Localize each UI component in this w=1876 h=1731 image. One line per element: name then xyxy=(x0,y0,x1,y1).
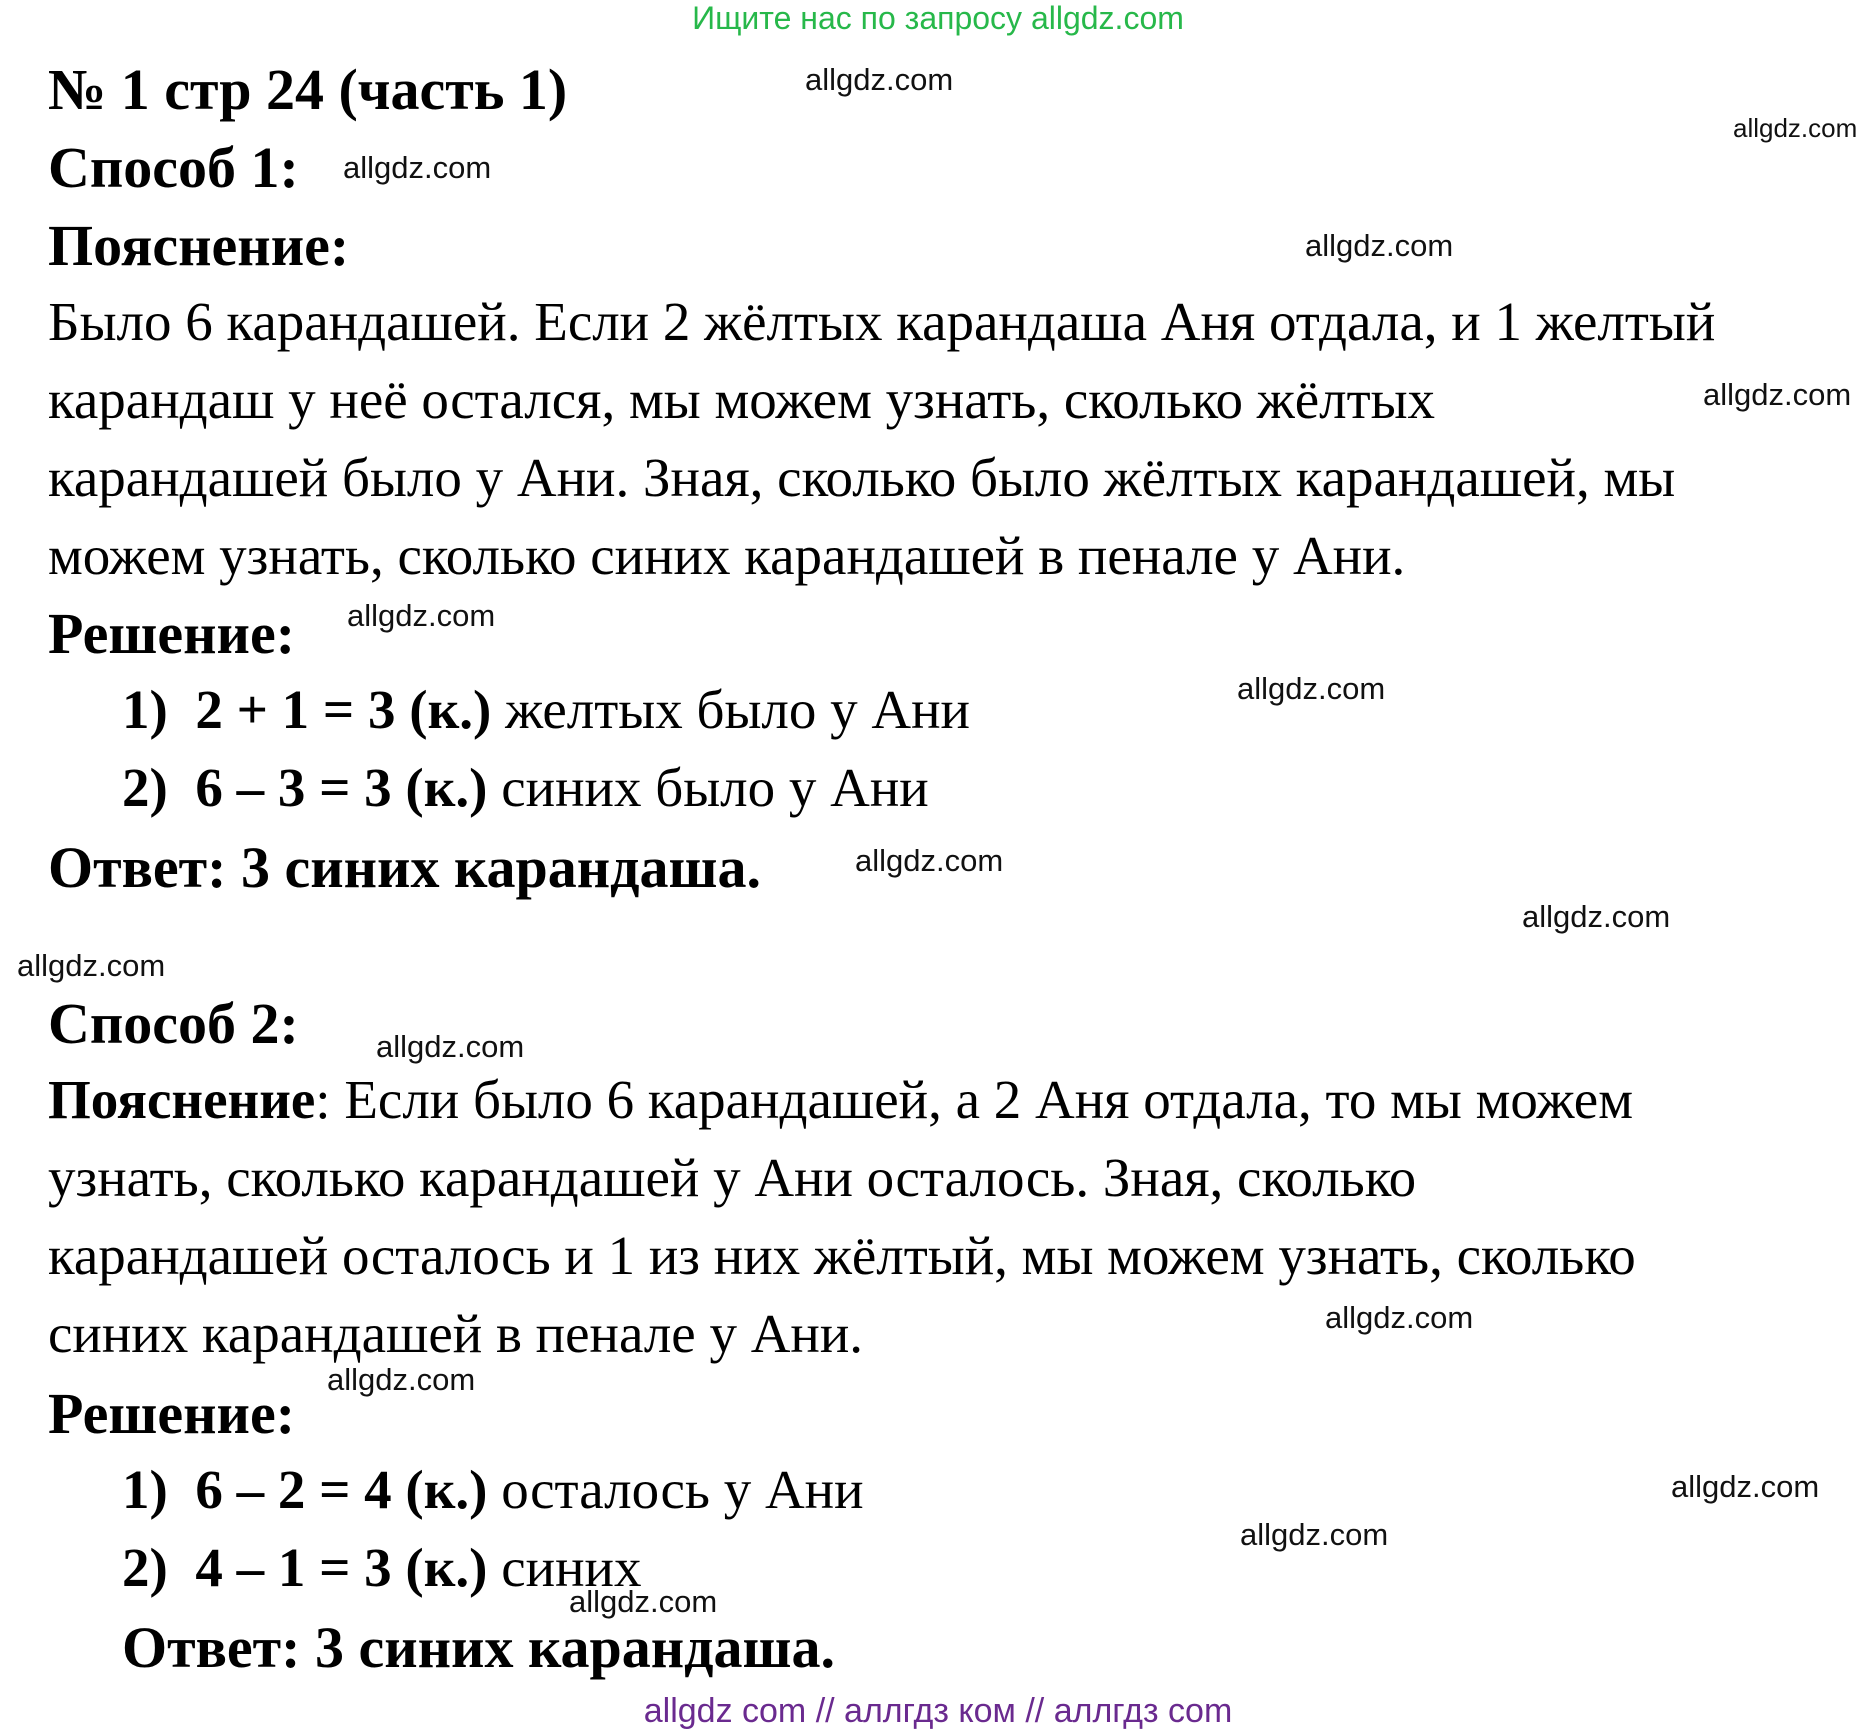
method2-solution-heading: Решение: xyxy=(48,1381,296,1446)
method1-solution-heading: Решение: xyxy=(48,601,296,666)
top-banner: Ищите нас по запросу allgdz.com xyxy=(692,0,1184,36)
step-text: синих xyxy=(487,1537,642,1598)
method2-answer: Ответ: 3 синих карандаша. xyxy=(122,1615,835,1680)
method2-explanation-first-line xyxy=(48,1068,1633,1131)
method2-step-1 xyxy=(122,1458,864,1521)
method1-explanation-line: можем узнать, сколько синих карандашей в пенале у Ани. xyxy=(48,525,1406,586)
method1-explanation-heading: Пояснение: xyxy=(48,213,350,278)
method2-heading: Способ 2: xyxy=(48,991,299,1056)
method1-step-2 xyxy=(122,756,929,819)
watermark: allgdz.com xyxy=(327,1362,476,1397)
watermark: allgdz.com xyxy=(17,948,166,983)
watermark: allgdz.com xyxy=(1522,899,1671,934)
method1-step-1 xyxy=(122,678,970,741)
step-expression: 4 – 1 = 3 (к.) xyxy=(195,1537,488,1598)
watermark: allgdz.com xyxy=(1240,1517,1389,1552)
step-expression: 6 – 2 = 4 (к.) xyxy=(195,1459,488,1520)
method1-heading: Способ 1: xyxy=(48,135,299,200)
step-number: 2) xyxy=(122,757,168,818)
step-number: 1) xyxy=(122,1459,168,1520)
step-text: синих было у Ани xyxy=(487,757,929,818)
method1-explanation-line: карандашей было у Ани. Зная, сколько было жёлтых карандашей, мы xyxy=(48,447,1676,508)
watermark: allgdz.com xyxy=(855,843,1004,878)
step-expression: 6 – 3 = 3 (к.) xyxy=(195,757,488,818)
step-text: желтых было у Ани xyxy=(491,679,970,740)
method2-explanation-heading: Пояснение xyxy=(48,1069,316,1130)
watermark: allgdz.com xyxy=(347,598,496,633)
method1-answer: Ответ: 3 синих карандаша. xyxy=(48,835,761,900)
watermark: allgdz.com xyxy=(805,62,954,97)
method2-explanation-line: карандашей осталось и 1 из них жёлтый, мы можем узнать, сколько xyxy=(48,1225,1636,1286)
step-text: осталось у Ани xyxy=(487,1459,864,1520)
bottom-banner: allgdz com // аллгдз ком // аллгдз com xyxy=(643,1692,1233,1730)
watermark: allgdz.com xyxy=(1325,1300,1474,1335)
method2-step-2 xyxy=(122,1536,641,1599)
method2-explanation-line: узнать, сколько карандашей у Ани осталось. Зная, сколько xyxy=(48,1147,1417,1208)
watermark: allgdz.com xyxy=(1733,113,1858,143)
method2-explanation-text: : Если было 6 карандашей, а 2 Аня отдала, то мы можем xyxy=(315,1069,1634,1130)
watermark: allgdz.com xyxy=(1671,1469,1820,1504)
page-title: № 1 стр 24 (часть 1) xyxy=(48,57,568,122)
step-number: 2) xyxy=(122,1537,168,1598)
watermark: allgdz.com xyxy=(343,150,492,185)
method2-explanation-line: синих карандашей в пенале у Ани. xyxy=(48,1303,864,1364)
watermark: allgdz.com xyxy=(1305,228,1454,263)
step-number: 1) xyxy=(122,679,168,740)
watermark: allgdz.com xyxy=(1703,377,1852,412)
step-expression: 2 + 1 = 3 (к.) xyxy=(195,679,492,740)
watermark: allgdz.com xyxy=(376,1029,525,1064)
method1-explanation-line: Было 6 карандашей. Если 2 жёлтых карандаша Аня отдала, и 1 желтый xyxy=(48,291,1716,352)
watermark: allgdz.com xyxy=(569,1584,718,1619)
watermark: allgdz.com xyxy=(1237,671,1386,706)
method1-explanation-line: карандаш у неё остался, мы можем узнать, сколько жёлтых xyxy=(48,369,1436,430)
